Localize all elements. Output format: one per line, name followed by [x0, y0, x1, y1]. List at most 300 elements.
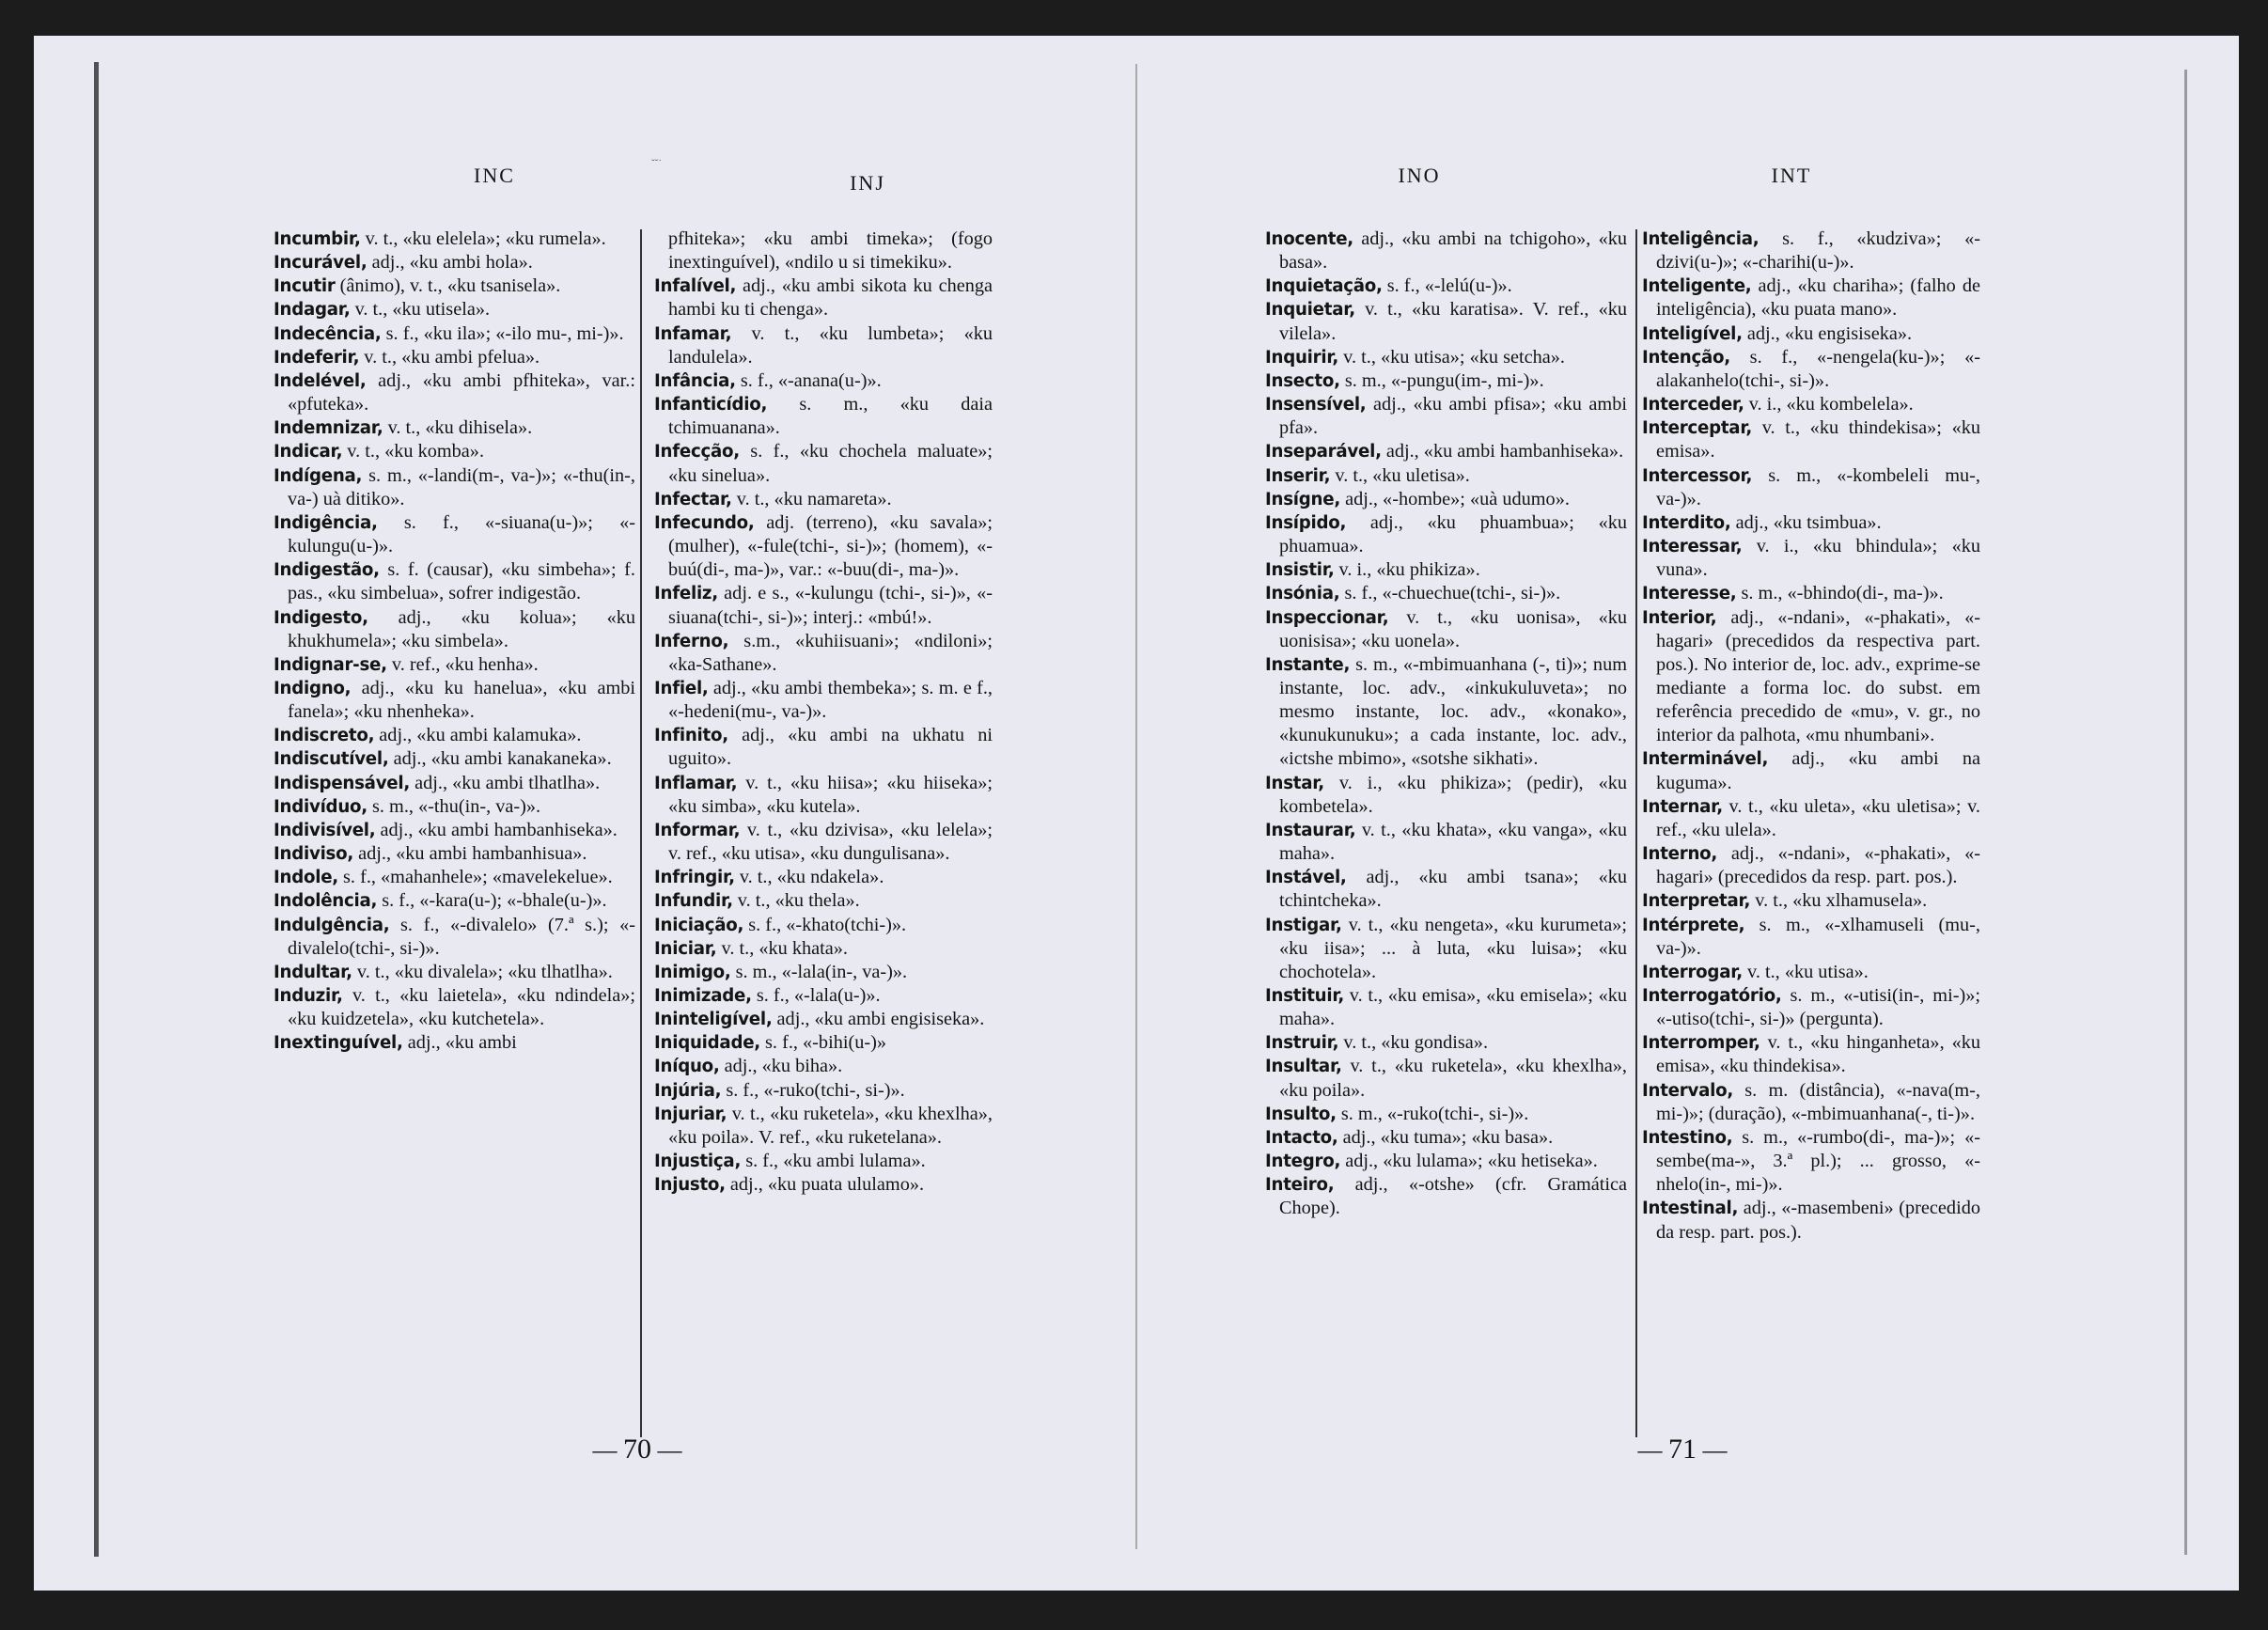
- entry-headword: Infringir,: [654, 868, 735, 888]
- entry-headword: Interior,: [1642, 607, 1717, 628]
- entry-definition: adj., «ku tuma»; «ku basa».: [1337, 1126, 1554, 1148]
- entry-definition: s. m., «-kombeleli mu-, va-)».: [1656, 464, 1980, 509]
- entry-definition: s. m., «ku daia tchimuanana».: [668, 394, 993, 439]
- entry-definition: adj., «ku tsimbua».: [1730, 511, 1882, 533]
- dictionary-entry: [274, 511, 635, 558]
- entry-headword: Incurável,: [274, 253, 368, 274]
- entry-definition: s. m., «-lala(in-, va-)».: [730, 961, 908, 982]
- entry-definition: v. t., «ku nengeta», «ku kurumeta»; «ku iisa»; ... à luta, «ku luisa»; «ku chochotela».: [1279, 914, 1627, 982]
- entry-definition: v. t., «ku lumbeta»; «ku landulela».: [668, 322, 993, 368]
- entry-definition: adj., «ku kolua»; «ku khukhumela»; «ku simbela».: [288, 606, 635, 651]
- dictionary-entry: [654, 772, 993, 819]
- dictionary-entry: [1265, 227, 1627, 274]
- entry-definition: adj., «ku puata ululamo».: [725, 1174, 925, 1196]
- entry-definition: v. t., «ku hiisa»; «ku hiiseka»; «ku simba», «ku kutela».: [668, 772, 993, 817]
- entry-headword: Inextinguível,: [274, 1033, 403, 1054]
- entry-definition: v. t., «ku khata».: [716, 937, 848, 959]
- entry-definition: s. f., «-khato(tchi-)».: [743, 914, 907, 935]
- entry-definition: s. m. (distância), «-nava(m-, mi-)»; (duração), «-mbimuanhana(-, ti-)».: [1656, 1079, 1980, 1124]
- entry-headword: Indultar,: [274, 962, 352, 982]
- entry-headword: Indigência,: [274, 512, 378, 533]
- dictionary-entry: [654, 511, 993, 582]
- dictionary-entry: [274, 772, 635, 795]
- dictionary-entry: [274, 346, 635, 369]
- entry-headword: Interessar,: [1642, 537, 1743, 557]
- entry-headword: Inflamar,: [654, 773, 738, 793]
- entry-definition: s. f., «-chuechue(tchi-, si-)».: [1339, 583, 1561, 604]
- entry-headword: Inteligência,: [1642, 229, 1760, 249]
- entry-headword: Inocente,: [1265, 229, 1353, 249]
- dictionary-entry: [274, 914, 635, 961]
- entry-definition: s. f., «-nengela(ku-)»; «-alakanhelo(tchi-, si-)».: [1656, 346, 1980, 391]
- entry-headword: Instituir,: [1265, 986, 1345, 1006]
- entry-definition: adj., «-otshe» (cfr. Gramática Chope).: [1279, 1174, 1627, 1219]
- entry-headword: Indicar,: [274, 442, 343, 462]
- entry-definition: adj., «ku ambi hambanhiseka».: [1381, 441, 1624, 462]
- dictionary-entry: [654, 274, 993, 321]
- dictionary-entry: [1642, 961, 1980, 984]
- dictionary-entry: [1642, 1079, 1980, 1126]
- dictionary-entry: [1265, 914, 1627, 984]
- entry-headword: Iníquo,: [654, 1057, 720, 1077]
- entry-headword: Inimizade,: [654, 986, 752, 1006]
- entry-headword: Intercessor,: [1642, 465, 1753, 486]
- entry-definition: v. t., «ku ruketela», «ku khexlha», «ku poila». V. ref., «ku ruketelana».: [668, 1103, 993, 1148]
- entry-headword: Infiel,: [654, 678, 709, 698]
- print-speck: ˇˇ˙: [651, 158, 662, 169]
- entry-definition: s. f., «-bihi(u-)»: [759, 1032, 887, 1054]
- entry-definition: v. t., «ku namareta».: [731, 488, 892, 509]
- entry-definition: adj., «ku ambi kanakaneka».: [388, 748, 612, 770]
- dictionary-entry: [274, 984, 635, 1031]
- entry-headword: Injusto,: [654, 1175, 726, 1196]
- entry-definition: s. f., «-lelú(u-)».: [1382, 275, 1512, 297]
- entry-headword: Induzir,: [274, 986, 343, 1006]
- entry-definition: s. m., «-thu(in-, va-)».: [367, 795, 541, 817]
- entry-definition: v. t., «ku thindekisa»; «ku emisa».: [1656, 417, 1980, 462]
- entry-definition: v. i., «ku bhindula»; «ku vuna».: [1656, 536, 1980, 581]
- dictionary-entry: [1265, 606, 1627, 653]
- entry-definition: v. i., «ku phikiza».: [1334, 559, 1480, 581]
- entry-headword: Inquietar,: [1265, 300, 1355, 321]
- entry-definition: adj., «ku ambi tsana»; «ku tchintcheka».: [1279, 867, 1627, 912]
- entry-headword: Insípido,: [1265, 512, 1347, 533]
- dictionary-entry: [274, 1031, 635, 1055]
- dictionary-entry: [654, 914, 993, 937]
- entry-headword: Interpretar,: [1642, 891, 1751, 912]
- entry-headword: Instruir,: [1265, 1033, 1339, 1054]
- dictionary-entry: [1642, 227, 1980, 274]
- dictionary-entry: [1642, 416, 1980, 463]
- guide-word-right: INT: [1771, 164, 1812, 187]
- entry-definition: v. i., «ku kombelela».: [1744, 394, 1914, 415]
- entry-headword: Iniciação,: [654, 915, 744, 935]
- entry-headword: Indolência,: [274, 891, 378, 912]
- entry-headword: Injustiça,: [654, 1152, 742, 1172]
- entry-definition: s. m., «-pungu(im-, mi-)».: [1339, 369, 1544, 391]
- page-number: — 71 —: [1637, 1434, 1728, 1465]
- dictionary-entry: [654, 440, 993, 487]
- entry-definition: (ânimo), v. t., «ku tsanisela».: [335, 275, 561, 297]
- dictionary-entry: [274, 558, 635, 605]
- entry-definition: adj., «-hombe»; «uà udumo».: [1340, 488, 1570, 509]
- entry-definition: s.m., «kuhiisuani»; «ndiloni»; «ka-Sathane».: [668, 630, 993, 675]
- dictionary-entry: [654, 1103, 993, 1150]
- entry-definition: adj., «-ndani», «-phakati», «-hagari» (precedidos da resp. part. pos.).: [1656, 843, 1980, 888]
- entry-definition: s. m., «-rumbo(di-, ma-)»; «-sembe(ma-», 3.ª pl.); ... grosso, «-nhelo(in-, mi-)».: [1656, 1126, 1980, 1196]
- entry-headword: Inteligente,: [1642, 276, 1752, 297]
- guide-word-left: INC: [474, 164, 515, 187]
- entry-definition: s. m., «-ruko(tchi-, si-)».: [1336, 1103, 1529, 1124]
- entry-headword: Intestino,: [1642, 1127, 1733, 1148]
- dictionary-column: [654, 227, 993, 1440]
- entry-definition: v. t., «ku karatisa». V. ref., «ku vilela».: [1279, 299, 1627, 344]
- entry-headword: Infectar,: [654, 489, 732, 509]
- entry-definition: adj., «ku ambi hola».: [367, 252, 533, 274]
- entry-headword: Indulgência,: [274, 915, 390, 935]
- entry-headword: Interromper,: [1642, 1033, 1760, 1054]
- entry-headword: Inferno,: [654, 631, 729, 651]
- dictionary-entry: [654, 488, 993, 511]
- entry-headword: Indivisível,: [274, 820, 376, 840]
- dictionary-entry: [274, 440, 635, 463]
- entry-definition: v. t., «ku komba».: [342, 441, 485, 462]
- entry-definition: adj., «ku ambi pfisa»; «ku ambi pfa».: [1279, 394, 1627, 439]
- entry-definition: v. t., «ku utisa»; «ku setcha».: [1338, 346, 1565, 368]
- dictionary-entry: [274, 889, 635, 913]
- column-rule: [640, 229, 642, 1437]
- dictionary-entry: [654, 984, 993, 1008]
- entry-definition: adj., «ku ambi hambanhisua».: [353, 843, 587, 865]
- guide-word-right: INJ: [850, 171, 885, 195]
- page-71: [1137, 36, 2239, 1591]
- entry-headword: Interrogar,: [1642, 962, 1743, 982]
- entry-definition: adj., «ku ambi hambanhiseka».: [375, 819, 618, 840]
- entry-headword: Infinito,: [654, 726, 728, 746]
- entry-definition: v. t., «ku laietela», «ku ndindela»; «ku kuidzetela», «ku kutchetela».: [288, 985, 635, 1030]
- entry-headword: Indivíduo,: [274, 796, 368, 817]
- dictionary-entry: [654, 866, 993, 889]
- dictionary-entry: [1265, 488, 1627, 511]
- entry-headword: Indagar,: [274, 300, 351, 321]
- entry-definition: s. f., «-lala(u-)».: [751, 985, 881, 1006]
- entry-definition: adj., «-ndani», «-phakati», «-hagari» (precedidos da respectiva part. pos.). No interior de, loc. adv., exprime-se mediante a forma loc. do subst. em referência precedido de «mu», v. gr., no interior da palhota, «mu nhumbani».: [1656, 606, 1980, 746]
- entry-definition: adj., «ku engisiseka».: [1742, 322, 1913, 344]
- entry-headword: Intenção,: [1642, 347, 1730, 368]
- dictionary-entry: [274, 795, 635, 819]
- entry-headword: Insultar,: [1265, 1057, 1342, 1077]
- entry-headword: Informar,: [654, 820, 741, 840]
- dictionary-entry: [1265, 1126, 1627, 1150]
- dictionary-entry: [1642, 795, 1980, 842]
- dictionary-entry: [1642, 984, 1980, 1031]
- entry-headword: Injúria,: [654, 1080, 722, 1101]
- entry-definition: adj., «-masembeni» (precedido da resp. part. pos.).: [1656, 1198, 1980, 1243]
- page-number: — 70 —: [592, 1434, 682, 1465]
- entry-headword: Inquirir,: [1265, 347, 1339, 368]
- entry-headword: Indispensável,: [274, 773, 411, 793]
- entry-headword: Infecção,: [654, 442, 740, 462]
- dictionary-entry: [1265, 511, 1627, 558]
- entry-definition: s. f., «-siuana(u-)»; «-kulungu(u-)».: [288, 511, 635, 557]
- entry-definition: s. f., «ku ambi lulama».: [741, 1151, 926, 1172]
- dictionary-entry: [654, 889, 993, 913]
- entry-definition: v. t., «ku utisa».: [1742, 961, 1869, 982]
- dictionary-entry: [654, 227, 993, 274]
- dictionary-entry: [1265, 1031, 1627, 1055]
- entry-definition: v. t., «ku elelela»; «ku rumela».: [360, 228, 606, 249]
- dictionary-entry: [1642, 511, 1980, 535]
- entry-headword: Infamar,: [654, 323, 732, 344]
- dictionary-entry: [1265, 369, 1627, 393]
- dictionary-entry: [654, 1150, 993, 1173]
- dictionary-entry: [1642, 889, 1980, 913]
- dictionary-entry: [1265, 866, 1627, 913]
- dictionary-entry: [274, 251, 635, 274]
- entry-definition: v. t., «ku utisela».: [350, 299, 491, 321]
- dictionary-entry: [654, 819, 993, 866]
- entry-definition: s. f. (causar), «ku simbeha»; f. pas., «ku simbelua», sofrer indigestão.: [288, 559, 635, 604]
- entry-headword: Indiscutível,: [274, 749, 389, 770]
- entry-headword: Infundir,: [654, 891, 733, 912]
- entry-definition: s. f., «ku ila»; «-ilo mu-, mi-)».: [381, 322, 624, 344]
- entry-headword: Infecundo,: [654, 512, 755, 533]
- entry-definition: v. t., «ku ndakela».: [734, 867, 884, 888]
- dictionary-entry: [1265, 558, 1627, 582]
- dictionary-entry: [274, 747, 635, 771]
- entry-headword: Inquietação,: [1265, 276, 1383, 297]
- entry-definition: v. t., «ku uletisa».: [1330, 464, 1470, 486]
- guide-word-left: INO: [1398, 164, 1441, 187]
- entry-headword: Inspeccionar,: [1265, 607, 1389, 628]
- dictionary-entry: [274, 961, 635, 984]
- entry-definition: adj., «ku ambi na tchigoho», «ku basa».: [1279, 228, 1627, 274]
- dictionary-entry: [274, 369, 635, 416]
- entry-definition: v. t., «ku xlhamusela».: [1750, 890, 1928, 912]
- dictionary-entry: [274, 464, 635, 511]
- entry-headword: Insensível,: [1265, 395, 1367, 415]
- entry-definition: adj., «ku ambi na kuguma».: [1656, 748, 1980, 793]
- entry-definition: adj. e s., «-kulungu (tchi-, si-)», «-siuana(tchi-, si-)»; interj.: «mbú!».: [668, 583, 993, 628]
- dictionary-entry: [654, 677, 993, 724]
- entry-definition: adj., «ku biha».: [719, 1056, 843, 1077]
- dictionary-entry: [1265, 393, 1627, 440]
- dictionary-entry: [1642, 747, 1980, 794]
- dictionary-entry: [1642, 1126, 1980, 1197]
- entry-definition: s. f., «-ruko(tchi-, si-)».: [721, 1079, 905, 1101]
- dictionary-entry: [654, 630, 993, 677]
- dictionary-entry: [1642, 393, 1980, 416]
- dictionary-entry: [654, 393, 993, 440]
- dictionary-column: [274, 227, 635, 1440]
- entry-headword: Interceptar,: [1642, 418, 1753, 439]
- entry-definition: v. t., «ku thela».: [732, 890, 860, 912]
- dictionary-entry: [1265, 1150, 1627, 1173]
- dictionary-entry: [1265, 298, 1627, 345]
- entry-definition: v. t., «ku khata», «ku vanga», «ku maha».: [1279, 819, 1627, 865]
- entry-headword: Ininteligível,: [654, 1010, 773, 1030]
- dictionary-entry: [274, 677, 635, 724]
- dictionary-entry: [1265, 819, 1627, 866]
- dictionary-entry: [1642, 535, 1980, 582]
- entry-headword: Insistir,: [1265, 560, 1335, 581]
- entry-headword: Incutir: [274, 276, 336, 297]
- dictionary-entry: [1265, 440, 1627, 463]
- entry-definition: adj., «ku ambi thembeka»; s. m. e f., «-hedeni(mu-, va-)».: [668, 677, 993, 723]
- entry-definition: s. f., «-kara(u-); «-bhale(u-)».: [377, 890, 607, 912]
- entry-headword: Interceder,: [1642, 395, 1744, 415]
- dictionary-entry: [1642, 346, 1980, 393]
- entry-definition: adj., «ku ku hanelua», «ku ambi fanela»; «ku nhenheka».: [288, 677, 635, 723]
- entry-headword: Instar,: [1265, 773, 1324, 793]
- dictionary-entry: [274, 819, 635, 842]
- entry-headword: Insígne,: [1265, 489, 1340, 509]
- entry-headword: Internar,: [1642, 796, 1723, 817]
- dictionary-entry: [654, 1008, 993, 1031]
- entry-headword: Indignar-se,: [274, 654, 387, 675]
- entry-definition: adj., «ku phuambua»; «ku phuamua».: [1279, 511, 1627, 557]
- entry-definition: v. i., «ku phikiza»; (pedir), «ku kombetela».: [1279, 772, 1627, 817]
- entry-headword: Interminável,: [1642, 749, 1769, 770]
- entry-headword: Interdito,: [1642, 512, 1731, 533]
- dictionary-column: [1642, 227, 1980, 1440]
- entry-definition: v. t., «ku gondisa».: [1338, 1032, 1489, 1054]
- entry-headword: Inteiro,: [1265, 1175, 1335, 1196]
- entry-headword: Indeferir,: [274, 347, 360, 368]
- dictionary-entry: [274, 724, 635, 747]
- entry-definition: v. t., «ku divalela»; «ku tlhatlha».: [352, 961, 613, 982]
- entry-definition: s. m., «-bhindo(di-, ma-)».: [1736, 583, 1944, 604]
- dictionary-entry: [1642, 914, 1980, 961]
- entry-headword: Incumbir,: [274, 229, 361, 249]
- dictionary-entry: [654, 937, 993, 961]
- entry-headword: Intacto,: [1265, 1127, 1338, 1148]
- dictionary-entry: [274, 322, 635, 346]
- dictionary-entry: [1265, 274, 1627, 298]
- dictionary-entry: [1642, 1031, 1980, 1078]
- dictionary-entry: [654, 724, 993, 771]
- entry-definition: adj. (terreno), «ku savala»; (mulher), «-fule(tchi-, si-)»; (homem), «-buú(di-, ma-)», var.: «-buu(di-, ma-)».: [668, 511, 993, 581]
- page-70: [34, 36, 1135, 1591]
- entry-headword: Indigno,: [274, 678, 352, 698]
- page-number-value: 71: [1668, 1434, 1697, 1465]
- entry-definition: s. m., «-mbimuanhana (-, ti)»; num instante, loc. adv., «inkukuluveta»; no mesmo instante, loc. adv., «konako», «kunukunuku»; a cada instante, loc. adv., «ictshe mbimo», «sotshe sikhati».: [1279, 653, 1627, 770]
- entry-headword: Iniquidade,: [654, 1033, 760, 1054]
- entry-headword: Intervalo,: [1642, 1080, 1733, 1101]
- entry-headword: Infalível,: [654, 276, 737, 297]
- dictionary-entry: [1265, 653, 1627, 772]
- dictionary-entry: [1265, 1055, 1627, 1102]
- entry-headword: Insecto,: [1265, 370, 1340, 391]
- entry-definition: v. t., «ku ambi pfelua».: [359, 346, 540, 368]
- entry-definition: adj., «ku ambi kalamuka».: [374, 725, 582, 746]
- entry-headword: Indigestão,: [274, 560, 380, 581]
- dictionary-entry: [654, 1031, 993, 1055]
- entry-headword: Inserir,: [1265, 465, 1331, 486]
- dictionary-entry: [1265, 772, 1627, 819]
- entry-definition: s. f., «kudziva»; «-dzivi(u-)»; «-charihi(u-)».: [1656, 228, 1980, 274]
- page-number-value: 70: [623, 1434, 651, 1465]
- dictionary-entry: [1642, 274, 1980, 321]
- entry-headword: Infeliz,: [654, 584, 718, 604]
- entry-definition: v. t., «ku dihisela».: [383, 417, 533, 439]
- entry-definition: adj., «ku lulama»; «ku hetiseka».: [1340, 1151, 1598, 1172]
- entry-definition: adj., «ku ambi sikota ku chenga hambi ku ti chenga».: [668, 275, 993, 321]
- entry-headword: Indiscreto,: [274, 726, 375, 746]
- entry-headword: Interesse,: [1642, 584, 1737, 604]
- dictionary-entry: [1642, 582, 1980, 605]
- dictionary-entry: [1642, 606, 1980, 748]
- entry-definition: adj., «ku ambi pfhiteka», var.: «pfuteka».: [288, 369, 635, 415]
- dictionary-entry: [654, 1173, 993, 1197]
- entry-headword: Indemnizar,: [274, 418, 383, 439]
- dictionary-entry: [1642, 842, 1980, 889]
- dictionary-entry: [1642, 464, 1980, 511]
- entry-headword: Intestinal,: [1642, 1199, 1739, 1219]
- dictionary-entry: [274, 842, 635, 866]
- entry-headword: Insónia,: [1265, 584, 1340, 604]
- entry-definition: v. t., «ku hinganheta», «ku emisa», «ku thindekisa».: [1656, 1032, 1980, 1077]
- dictionary-entry: [654, 369, 993, 393]
- entry-headword: Insulto,: [1265, 1104, 1337, 1124]
- entry-definition: s. m., «-landi(m-, va-)»; «-thu(in-, va-) uà ditiko».: [288, 464, 635, 509]
- entry-headword: Inseparável,: [1265, 442, 1382, 462]
- dictionary-entry: [654, 582, 993, 629]
- entry-definition: v. t., «ku dzivisa», «ku lelela»; v. ref., «ku utisa», «ku dungulisana».: [668, 819, 993, 865]
- entry-headword: Interno,: [1642, 844, 1718, 865]
- dictionary-entry: [1265, 1173, 1627, 1220]
- entry-headword: Infanticídio,: [654, 395, 768, 415]
- entry-headword: Indiviso,: [274, 844, 354, 865]
- entry-definition: v. t., «ku ruketela», «ku khexlha», «ku poila».: [1279, 1056, 1627, 1101]
- scanned-book-spread: [34, 36, 2239, 1591]
- entry-headword: Indelével,: [274, 370, 367, 391]
- entry-headword: Interrogatório,: [1642, 986, 1782, 1006]
- entry-headword: Indigesto,: [274, 607, 368, 628]
- entry-headword: Intérprete,: [1642, 915, 1745, 935]
- entry-definition: s. f., «-anana(u-)».: [735, 369, 882, 391]
- column-rule: [1635, 229, 1637, 1437]
- dictionary-entry: [274, 274, 635, 298]
- dictionary-entry: [274, 606, 635, 653]
- dictionary-entry: [274, 653, 635, 677]
- dictionary-entry: [654, 961, 993, 984]
- dictionary-entry: [654, 1079, 993, 1103]
- entry-definition: pfhiteka»; «ku ambi timeka»; (fogo inextinguível), «ndilo u si timekiku».: [668, 228, 993, 274]
- dictionary-entry: [1265, 346, 1627, 369]
- entry-headword: Instável,: [1265, 868, 1347, 888]
- dictionary-entry: [274, 416, 635, 440]
- entry-headword: Indole,: [274, 868, 338, 888]
- entry-definition: s. f., «-divalelo» (7.ª s.); «-divalelo(tchi-, si-)».: [288, 914, 635, 959]
- entry-headword: Instante,: [1265, 654, 1351, 675]
- entry-headword: Integro,: [1265, 1152, 1341, 1172]
- entry-definition: s. f., «ku chochela maluate»; «ku sinelua».: [668, 441, 993, 486]
- dictionary-entry: [274, 298, 635, 321]
- dictionary-entry: [1265, 464, 1627, 488]
- entry-headword: Instigar,: [1265, 915, 1342, 935]
- entry-headword: Indígena,: [274, 465, 363, 486]
- entry-headword: Inteligível,: [1642, 323, 1743, 344]
- entry-definition: s. f., «mahanhele»; «mavelekelue».: [337, 867, 613, 888]
- dictionary-entry: [654, 1055, 993, 1078]
- entry-definition: v. ref., «ku henha».: [386, 653, 539, 675]
- dictionary-entry: [1642, 1197, 1980, 1244]
- entry-definition: v. t., «ku emisa», «ku emisela»; «ku maha».: [1279, 985, 1627, 1030]
- dictionary-entry: [1265, 1103, 1627, 1126]
- entry-definition: adj., «ku ambi tlhatlha».: [410, 772, 601, 793]
- entry-headword: Injuriar,: [654, 1104, 727, 1124]
